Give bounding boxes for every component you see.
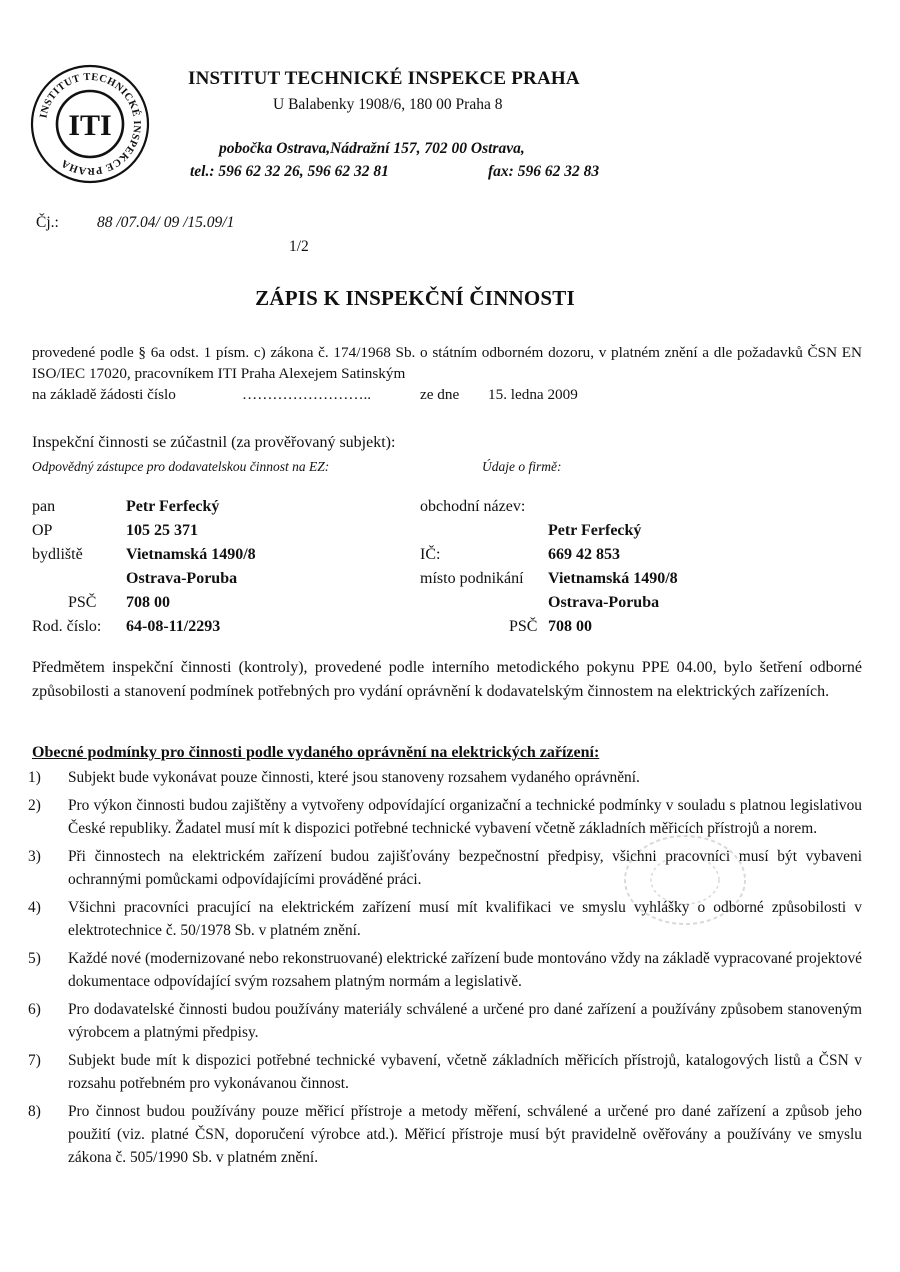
condition-number: 3) xyxy=(28,848,41,865)
condition-number: 4) xyxy=(28,899,41,916)
person-psc: 708 00 xyxy=(126,594,170,611)
reference-number: 88 /07.04/ 09 /15.09/1 xyxy=(97,214,235,231)
request-date: 15. ledna 2009 xyxy=(488,386,578,403)
participants-heading: Inspekční činnosti se zúčastnil (za prověřovaný subjekt): xyxy=(32,434,396,451)
condition-item xyxy=(28,947,862,993)
page-number: 1/2 xyxy=(289,238,309,255)
condition-number: 6) xyxy=(28,1001,41,1018)
birth-number: 64-08-11/2293 xyxy=(126,618,221,635)
person-psc-label: PSČ xyxy=(68,594,97,611)
person-title-label: pan xyxy=(32,498,56,515)
institute-address: U Balabenky 1908/6, 180 00 Praha 8 xyxy=(273,96,503,113)
conditions-heading: Obecné podmínky pro činnosti podle vydaného oprávnění na elektrických zařízení: xyxy=(32,744,600,761)
condition-text: Pro výkon činnosti budou zajištěny a vytvořeny odpovídající organizační a technické podmínky v souladu s platnou legislativou České republiky. Žadatel musí mít k dispozici potřebné technické vybavení včetně základních měřicích přístrojů a norem. xyxy=(68,797,862,837)
logo-abbr: ITI xyxy=(68,109,112,142)
company-psc-label: PSČ xyxy=(509,618,538,635)
residence-city: Ostrava-Poruba xyxy=(126,570,238,587)
company-name-label: obchodní název: xyxy=(420,498,526,515)
condition-number: 1) xyxy=(28,769,41,786)
condition-item xyxy=(28,998,862,1044)
branch-address: pobočka Ostrava,Nádražní 157, 702 00 Ostrava, xyxy=(219,140,525,157)
request-number-blank: …………………….. xyxy=(242,386,372,403)
subject-paragraph: Předmětem inspekční činnosti (kontroly), provedené podle interního metodického pokynu PPE 04.00, bylo šetření odborné způsobilosti a stanovení podmínek potřebných pro vydání oprávnění k dodavatelským činnostem na elektrických zařízeních. xyxy=(32,659,862,700)
company-subheading: Údaje o firmě: xyxy=(482,459,562,474)
condition-item xyxy=(28,766,862,789)
business-city: Ostrava-Poruba xyxy=(548,594,660,611)
logo-ring-text: INSTITUT TECHNICKÉ INSPEKCE PRAHA xyxy=(38,71,143,177)
intro-paragraph: provedené podle § 6a odst. 1 písm. c) zákona č. 174/1968 Sb. o státním odborném dozoru, v platném znění a dle požadavků ČSN EN ISO/IEC 17020, pracovníkem ITI Praha Alexejem Satinským xyxy=(32,344,862,382)
residence-street: Vietnamská 1490/8 xyxy=(126,546,256,563)
id-card-number: 105 25 371 xyxy=(126,522,198,539)
condition-text: Pro činnost budou používány pouze měřicí přístroje a metody měření, schválené a určené pro dané zařízení a způsob jeho použití (viz. platné ČSN, doporučení výrobce atd.). Měřicí přístroje musí být pravidelně ověřovány a používány ve smyslu zákona č. 505/1990 Sb. v platném znění. xyxy=(68,1103,862,1166)
request-date-label: ze dne xyxy=(420,386,460,403)
document-title: ZÁPIS K INSPEKČNÍ ČINNOSTI xyxy=(255,286,575,310)
company-ic-label: IČ: xyxy=(420,546,441,563)
condition-number: 8) xyxy=(28,1103,41,1120)
condition-text: Subjekt bude vykonávat pouze činnosti, které jsou stanoveny rozsahem vydaného oprávnění. xyxy=(68,769,640,786)
business-place-label: místo podnikání xyxy=(420,570,524,587)
fax: fax: 596 62 32 83 xyxy=(488,163,600,180)
condition-number: 5) xyxy=(28,950,41,967)
birth-number-label: Rod. číslo: xyxy=(32,618,102,635)
faint-stamp-mark xyxy=(600,820,770,940)
iti-logo xyxy=(28,62,152,186)
condition-number: 7) xyxy=(28,1052,41,1069)
business-street: Vietnamská 1490/8 xyxy=(548,570,678,587)
company-name: Petr Ferfecký xyxy=(548,522,642,539)
company-ic: 669 42 853 xyxy=(548,546,620,563)
condition-number: 2) xyxy=(28,797,41,814)
condition-item xyxy=(28,1049,862,1095)
telephone: tel.: 596 62 32 26, 596 62 32 81 xyxy=(190,163,389,180)
institute-name: INSTITUT TECHNICKÉ INSPEKCE PRAHA xyxy=(188,68,580,89)
condition-text: Při činnostech na elektrickém zařízení budou zajišťovány bezpečnostní předpisy, všichni pracovníci musí být vybaveni ochrannými pomůckami odpovídajícími prováděné práci. xyxy=(68,848,862,888)
company-psc: 708 00 xyxy=(548,618,592,635)
reference-label: Čj.: xyxy=(36,214,59,231)
person-name: Petr Ferfecký xyxy=(126,498,220,515)
id-card-label: OP xyxy=(32,522,53,539)
request-number-label: na základě žádosti číslo xyxy=(32,386,176,403)
residence-label: bydliště xyxy=(32,546,83,563)
responsible-person-subheading: Odpovědný zástupce pro dodavatelskou činnost na EZ: xyxy=(32,459,330,474)
condition-text: Každé nové (modernizované nebo rekonstruované) elektrické zařízení bude montováno vždy na základě vypracované projektové dokumentace odpovídající svým rozsahem platným normám a legislativě. xyxy=(68,950,862,990)
condition-text: Všichni pracovníci pracující na elektrickém zařízení musí mít kvalifikaci ve smyslu vyhlášky o odborné způsobilosti v elektrotechnice č. 50/1978 Sb. v platném znění. xyxy=(68,899,862,939)
condition-text: Subjekt bude mít k dispozici potřebné technické vybavení, včetně základních měřicích přístrojů, katalogových listů a ČSN v rozsahu potřebném pro vykonávanou činnost. xyxy=(68,1052,862,1092)
condition-text: Pro dodavatelské činnosti budou používány materiály schválené a určené pro dané zařízení a používány způsobem stanoveným výrobcem a platnými předpisy. xyxy=(68,1001,862,1041)
condition-item xyxy=(28,1100,862,1169)
